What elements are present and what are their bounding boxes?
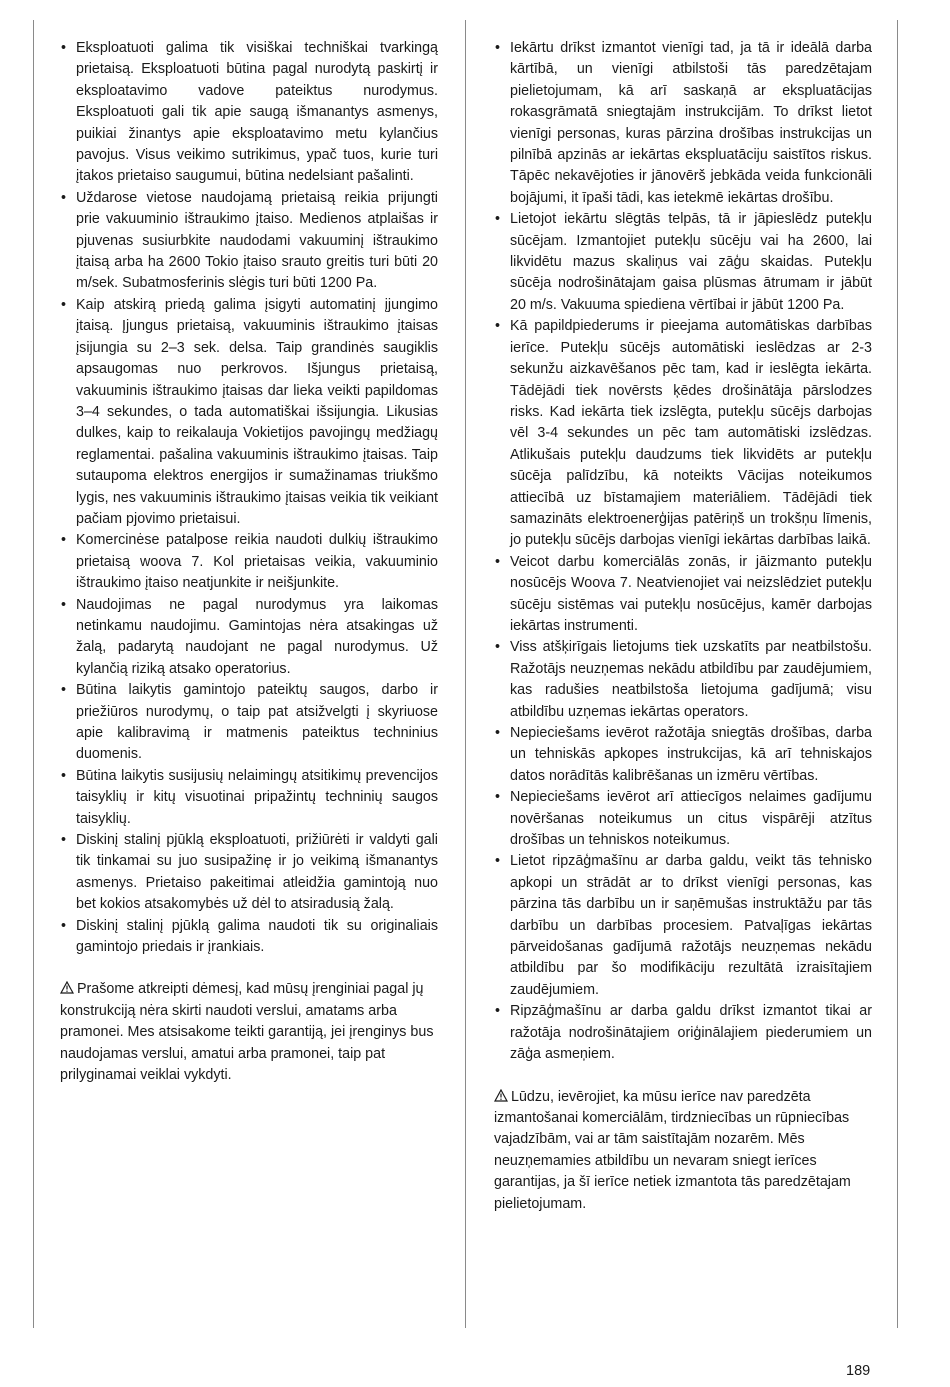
list-item: • Kā papildpiederums ir pieejama automātiskas darbības ierīce. Putekļu sūcējs automātiski ieslēdzas ar 2-3 sekunžu aizkavēšanos pēc tam, kad ir ieslēgta iekārta. Tādējādi tiek novērsts ķēdes drošinātāja pārslodzes risks. Kad iekārta tiek izslēgta, putekļu sūcējs darbojas vēl 3-4 sekundes un pēc tam automātiski izslēdzas. Atlikušais putekļu daudzums tiek likvidēts ar putekļu sūcēja palīdzību, kā noteikts Vācijas noteikumos attiecībā uz bīstamajiem materiāliem. Tādējādi tiek samazināts elektroenerģijas patēriņš un trokšņu līmenis, jo putekļu sūcējs darbojas vienīgi iekārtas darbības laikā. [495,318,872,549]
right-margin-rule [897,20,898,1328]
page-number: 189 [846,1363,871,1379]
bullet-icon: • [61,682,67,699]
lithuanian-column [60,38,438,1101]
bullet-icon: • [495,789,501,806]
latvian-safety-list [494,38,872,1066]
list-item: • Kaip atskirą priedą galima įsigyti automatinį įjungimo įtaisą. Įjungus prietaisą, vakuuminis ištraukimo įtaisas įsijungia su 2–3 sek. delsa. Taip grandinės saugiklis apsaugomas nuo perkrovos. Išjungus prietaisą, vakuuminis ištraukimo įtaisas dar lieka veikti papildomas 3–4 sekundes, o tada automatiškai išsijungia. Likusias dulkes, kaip to reikalauja Vokietijos pavojingų medžiagų reglamentai. pašalina vakuuminis ištraukimo įtaisas. Taip sutaupoma elektros energijos ir sumažinamas triukšmo lygis, nes vakuuminis ištraukimo įtaisas veikia tik veikiant pačiam pjovimo prietaisui. [61,296,438,527]
lithuanian-warning-note: Prašome atkreipti dėmesį, kad mūsų įrenginiai pagal jų konstrukciją nėra skirti naudoti verslui, amatams arba pramonei. Mes atsisakome teikti garantiją, jei įrenginys bus naudojamas verslui, amatui arba pramonei, taip pat prilyginamai veiklai vykdyti. [60,981,434,1084]
bullet-icon: • [61,532,67,549]
bullet-icon: • [495,211,501,228]
list-item: • Veicot darbu komerciālās zonās, ir jāizmanto putekļu nosūcējs Woova 7. Neatvienojiet vai neizslēdziet putekļu sūcēju sistēmas vai putekļu nosūcējus, kamēr darbojas iekārtas instrumenti. [495,553,872,634]
bullet-icon: • [61,917,67,934]
bullet-icon: • [495,725,501,741]
list-item: • Nepieciešams ievērot arī attiecīgos nelaimes gadījumu novēršanas noteikumus un citus vispārēji atzītus drošības un tehniskos noteikumus. [495,789,872,849]
bullet-icon: • [495,553,501,570]
bullet-icon: • [495,853,501,870]
bullet-icon: • [61,832,67,849]
list-item: • Komercinėse patalpose reikia naudoti dulkių ištraukimo prietaisą woova 7. Kol prietaisas veikia, vakuuminio ištraukimo įtaiso neatjunkite ir neišjunkite. [61,532,438,592]
bullet-icon: • [495,40,501,56]
list-item: • Uždarose vietose naudojamą prietaisą reikia prijungti prie vakuuminio ištraukimo įtaiso. Medienos atplaišas ir pjuvenas susiurbkite naudodami vakuuminį ištraukimo įtaisą arba ha 2600 Tokio įtaiso srauto greitis turi būti 20 m/sek. Subatmosferinis slėgis turi būti 1200 Pa. [61,189,438,292]
bullet-icon: • [61,767,67,784]
warning-triangle-icon [494,1089,508,1102]
list-item: • Būtina laikytis susijusių nelaimingų atsitikimų prevencijos taisyklių ir kitų visuotinai pripažintų techninių saugos taisyklių. [61,767,438,827]
latvian-column [494,38,872,1229]
list-item: • Naudojimas ne pagal nurodymus yra laikomas netinkamu naudojimu. Gamintojas nėra atsakingas už žalą, padarytą naudojant ne pagal nurodymus. Už kylančią riziką atsako operatorius. [61,596,438,677]
list-item: • Viss atšķirīgais lietojums tiek uzskatīts par neatbilstošu. Ražotājs neuzņemas nekādu atbildību par zaudējumiem, kas radušies neatbilstoša lietojuma gadījumā; visu atbildību uzņemas iekārtas operators. [495,639,872,720]
list-item: • Lietot ripzāģmašīnu ar darba galdu, veikt tās tehnisko apkopi un strādāt ar to drīkst vienīgi personas, kas pārzina tās darbību un ir saņēmušas instruktāžu par tās darbību un darbības procesiem. Patvaļīgas iekārtas pārveidošanas gadījumā ražotājs neuzņemas nekādu atbildību par šo modifikāciju rezultātā izraisītajiem zaudējumiem. [495,853,872,998]
left-margin-rule [33,20,34,1328]
bullet-icon: • [495,318,501,335]
bullet-icon: • [61,596,67,613]
bullet-icon: • [495,639,501,656]
lithuanian-safety-list [60,38,438,958]
list-item: • Diskinį stalinį pjūklą eksploatuoti, prižiūrėti ir valdyti gali tik tinkamai su juo susipažinę ir jo veikimą išmanantys asmenys. Prietaiso pakeitimai atleidžia gamintoją nuo bet kokios atsakomybės už dėl to atsiradusią žalą. [61,832,438,913]
list-item: • Eksploatuoti galima tik visiškai techniškai tvarkingą prietaisą. Eksploatuoti būtina pagal nurodytą paskirtį ir eksploatavimo vadove pateiktus nurodymus. Eksploatuoti gali tik apie saugą išmanantys asmenys, puikiai žinantys apie eksploatavimo metu kylančius pavojus. Visus veikimo sutrikimus, ypač tuos, kurie turi įtakos prietaiso saugumui, būtina nedelsiant pašalinti. [61,40,438,185]
list-item: • Nepieciešams ievērot ražotāja sniegtās drošības, darba un tehniskās apkopes instrukcijas, kā arī tehniskajos datos norādītās kalibrēšanas un izmēru vērtības. [495,725,872,784]
list-item: • Diskinį stalinį pjūklą galima naudoti tik su originaliais gamintojo priedais ir įrankiais. [61,917,438,956]
list-item: • Lietojot iekārtu slēgtās telpās, tā ir jāpieslēdz putekļu sūcējam. Izmantojiet putekļu sūcēju vai ha 2600, lai likvidētu mazus skaliņus vai zāģu skaidas. Putekļu sūcēja nodrošinātajam gaisa plūsmas ātrumam ir jābūt 20 m/s. Vakuuma spiediena vērtībai ir jābūt 1200 Pa. [495,211,872,313]
list-item: • Būtina laikytis gamintojo pateiktų saugos, darbo ir priežiūros nurodymų, o taip pat atsižvelgti į skyriuose apie kalibravimą ir matmenis pateiktus techninius duomenis. [61,682,438,763]
bullet-icon: • [61,189,67,206]
list-item: • Ripzāģmašīnu ar darba galdu drīkst izmantot tikai ar ražotāja nodrošinātajiem oriģinālajiem piederumiem un zāģa asmeņiem. [495,1003,872,1063]
bullet-icon: • [61,40,67,56]
latvian-warning-note: Lūdzu, ievērojiet, ka mūsu ierīce nav paredzēta izmantošanai komerciālām, tirdzniecības un rūpniecības vajadzībām, vai ar tām saistītajām nozarēm. Mēs neuzņemamies atbildību un nevaram sniegt ierīces garantijas, ja šī ierīce netiek izmantota tās paredzētajam pielietojumam. [494,1088,851,1212]
column-divider-rule [465,20,466,1328]
list-item: • Iekārtu drīkst izmantot vienīgi tad, ja tā ir ideālā darba kārtībā, un vienīgi atbilstoši tās paredzētajam pielietojumam, kā arī saskaņā ar ekspluatācijas rokasgrāmatā sniegtajām instrukcijām. To drīkst lietot vienīgi personas, kuras pārzina drošības instrukcijas un pilnībā apzinās ar iekārtas ekspluatāciju saistītos riskus. Tāpēc nekavējoties ir jānovērš jebkāda veida funkcionāli bojājumi, it īpaši tādi, kas ietekmē iekārtas drošību. [495,40,872,206]
bullet-icon: • [61,296,67,313]
bullet-icon: • [495,1003,501,1020]
warning-triangle-icon [60,981,74,994]
